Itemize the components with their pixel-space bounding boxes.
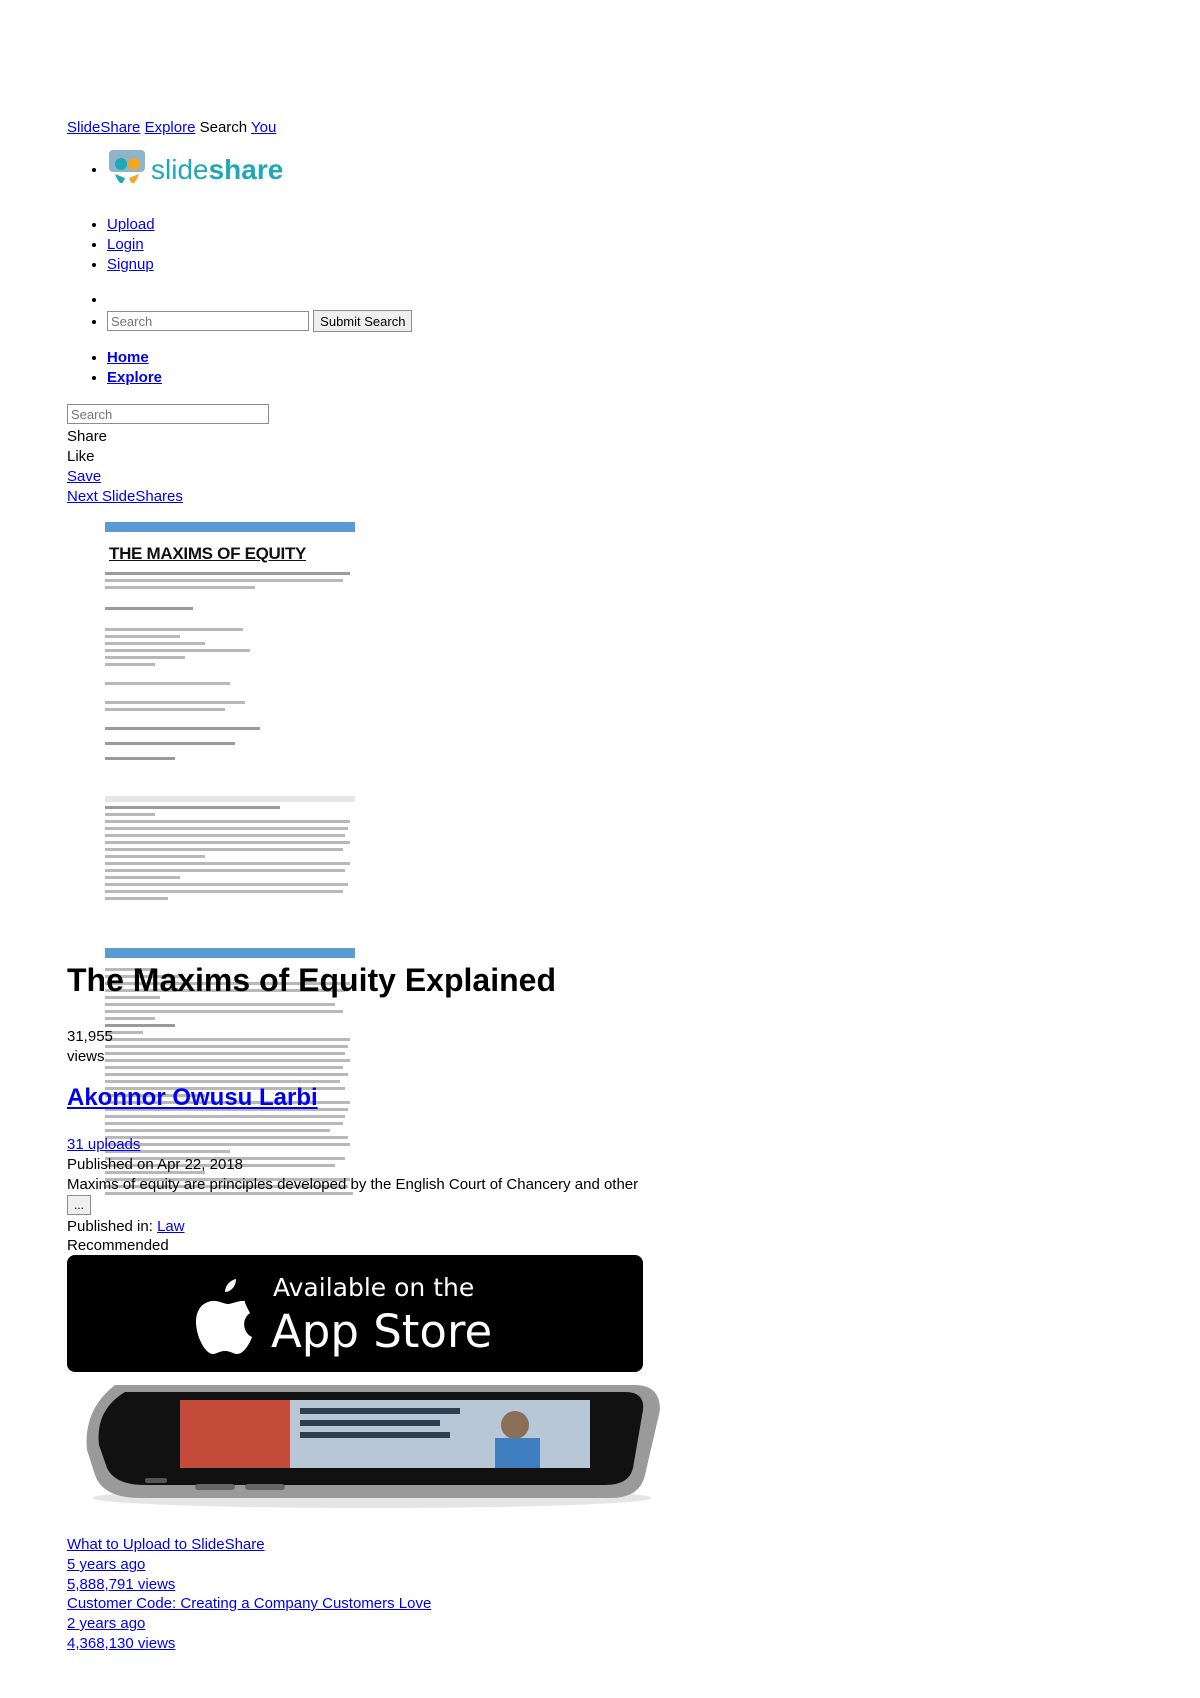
recommended-label: Recommended xyxy=(67,1237,169,1254)
logo-wordmark: • slideshare xyxy=(151,154,284,185)
auth-list xyxy=(67,215,155,275)
app-store-line2: App Store xyxy=(271,1305,493,1358)
search-label: Search xyxy=(199,119,248,136)
top-nav xyxy=(67,118,276,138)
submit-search-button[interactable]: Submit Search xyxy=(313,310,412,332)
document-title: The Maxims of Equity Explained xyxy=(67,962,556,998)
share-label[interactable]: Share xyxy=(67,428,108,445)
slide-page-2 xyxy=(105,796,355,900)
nav-item-explore xyxy=(107,368,162,388)
published-in xyxy=(67,1217,185,1237)
logo-item xyxy=(107,148,283,192)
slide-preview xyxy=(105,522,355,1223)
secondary-search-input[interactable] xyxy=(67,404,269,424)
logo-list xyxy=(67,148,283,192)
upload-link[interactable]: Upload xyxy=(107,216,155,233)
explore-nav-link[interactable]: Explore xyxy=(107,369,163,386)
save-link[interactable]: Save xyxy=(67,468,102,485)
home-link[interactable]: Home xyxy=(107,349,149,366)
rec-2-title[interactable]: Customer Code: Creating a Company Customers Love xyxy=(67,1595,432,1612)
slide-header-bar xyxy=(105,522,355,532)
rec-1-title[interactable]: What to Upload to SlideShare xyxy=(67,1536,265,1553)
signup-item xyxy=(107,255,155,275)
you-link[interactable]: You xyxy=(251,119,277,136)
slide-heading: THE MAXIMS OF EQUITY xyxy=(109,544,307,563)
apple-icon xyxy=(196,1279,252,1354)
published-in-label: Published in: xyxy=(67,1218,158,1235)
document-description: Maxims of equity are principles developed by the English Court of Chancery and other xyxy=(67,1176,639,1193)
slideshare-logo-icon xyxy=(107,148,147,192)
app-store-line1: Available on the xyxy=(273,1273,475,1302)
category-link[interactable]: Law xyxy=(157,1218,185,1235)
rec-2-views[interactable]: 4,368,130 views xyxy=(67,1635,176,1652)
like-label[interactable]: Like xyxy=(67,448,95,465)
rec-1-views[interactable]: 5,888,791 views xyxy=(67,1576,176,1593)
slideshare-logo[interactable] xyxy=(107,148,283,192)
more-button[interactable]: ... xyxy=(67,1195,91,1215)
empty-item xyxy=(107,290,412,310)
next-slideshares-link[interactable]: Next SlideShares xyxy=(67,488,183,505)
signup-link[interactable]: Signup xyxy=(107,256,154,273)
search-form-item xyxy=(107,310,412,332)
rec-2-age[interactable]: 2 years ago xyxy=(67,1615,146,1632)
search-input[interactable] xyxy=(107,311,309,331)
slide-page-1 xyxy=(105,522,355,760)
upload-item xyxy=(107,215,155,235)
views-label: views xyxy=(67,1048,105,1065)
uploads-link[interactable]: 31 uploads xyxy=(67,1136,141,1153)
search-list xyxy=(67,290,412,332)
app-store-banner[interactable] xyxy=(67,1255,643,1372)
phone-image xyxy=(85,1380,660,1510)
main-nav xyxy=(67,348,162,388)
login-item xyxy=(107,235,155,255)
slideshare-link[interactable]: SlideShare xyxy=(67,119,141,136)
explore-link[interactable]: Explore xyxy=(144,119,196,136)
author-link[interactable]: Akonnor Owusu Larbi xyxy=(67,1084,318,1111)
login-link[interactable]: Login xyxy=(107,236,144,253)
published-date: Published on Apr 22, 2018 xyxy=(67,1156,243,1173)
views-count: 31,955 xyxy=(67,1028,113,1045)
nav-item-home xyxy=(107,348,162,368)
rec-1-age[interactable]: 5 years ago xyxy=(67,1556,146,1573)
